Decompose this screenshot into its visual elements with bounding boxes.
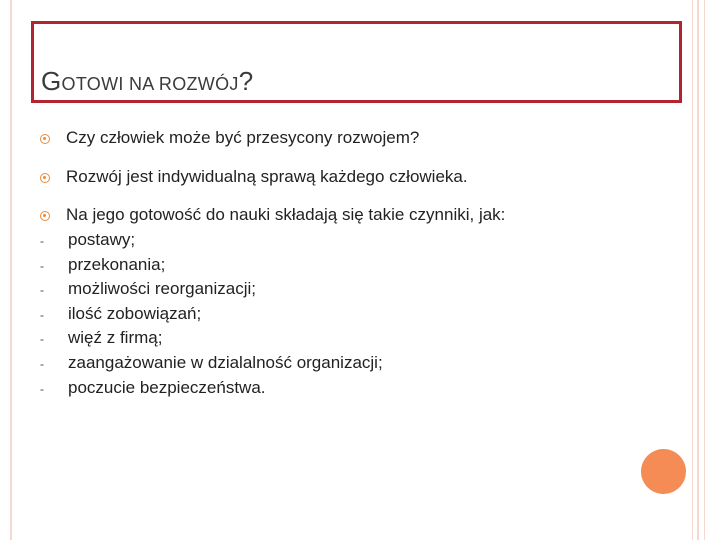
slide-title: [41, 68, 253, 94]
bullet-item: [38, 165, 678, 190]
sub-list-item: [38, 253, 678, 278]
sub-list-item: [38, 351, 678, 376]
circle-bullet-icon: [40, 173, 50, 183]
dash-marker: -: [40, 283, 44, 298]
sub-item-text: poczucie bezpieczeństwa.: [68, 377, 266, 397]
sub-item-text: zaangażowanie w dzialalność organizacji;: [68, 353, 383, 373]
dash-marker: -: [40, 357, 44, 372]
sub-list-item: [38, 376, 678, 401]
dash-marker: -: [40, 233, 44, 248]
sub-item-text: przekonania;: [68, 254, 166, 274]
sub-list-item: [38, 277, 678, 302]
circle-bullet-icon: [40, 211, 50, 221]
sub-list-item: [38, 302, 678, 327]
right-decorative-rule: [704, 0, 705, 540]
slide-content: [38, 126, 678, 400]
bullet-text: Na jego gotowość do nauki składają się takie czynniki, jak:: [66, 205, 506, 225]
orange-decorative-circle: [641, 449, 686, 494]
sub-item-text: ilość zobowiązań;: [68, 303, 202, 323]
bullet-text: Czy człowiek może być przesycony rozwojem?: [66, 128, 420, 147]
title-box: [31, 21, 682, 103]
title-first-letter: G: [41, 66, 62, 96]
right-decorative-rule: [692, 0, 693, 540]
left-decorative-rule: [10, 0, 12, 540]
circle-bullet-icon: [40, 134, 50, 144]
right-decorative-rule: [697, 0, 699, 540]
sub-list-item: [38, 228, 678, 253]
dash-marker: -: [40, 258, 44, 273]
dash-marker: -: [40, 381, 44, 396]
title-small-caps: OTOWI NA ROZWÓJ: [61, 74, 239, 94]
sub-item-text: postawy;: [68, 229, 136, 249]
sub-item-text: możliwości reorganizacji;: [68, 279, 257, 299]
dash-marker: -: [40, 332, 44, 347]
title-question-mark: ?: [238, 66, 254, 96]
dash-marker: -: [40, 307, 44, 322]
sub-item-text: więź z firmą;: [68, 328, 163, 348]
bullet-text: Rozwój jest indywidualną sprawą każdego człowieka.: [66, 166, 468, 186]
bullet-item: [38, 126, 678, 151]
bullet-item: [38, 203, 678, 228]
sub-list-item: [38, 326, 678, 351]
